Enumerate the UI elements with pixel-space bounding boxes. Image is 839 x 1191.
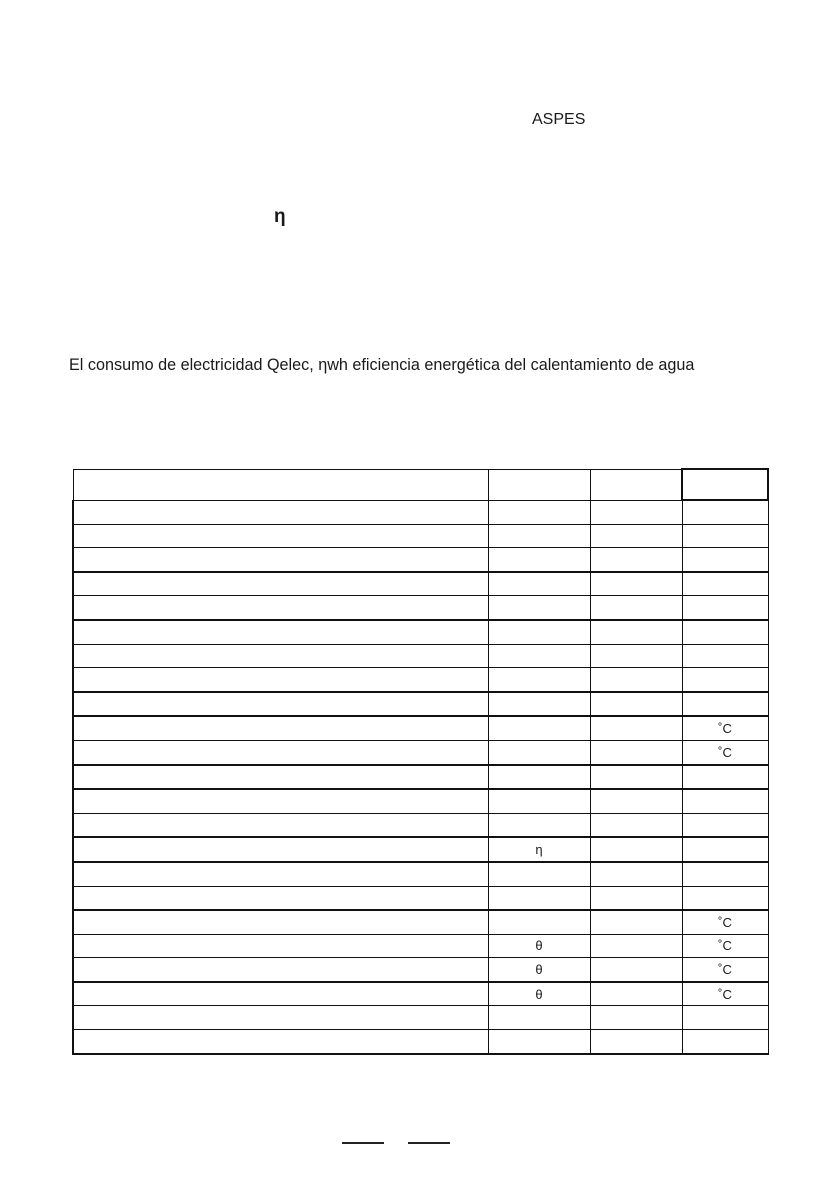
brand-name: ASPES bbox=[532, 111, 586, 128]
table-cell bbox=[488, 668, 590, 692]
table-cell bbox=[73, 982, 488, 1006]
table-cell bbox=[682, 572, 768, 596]
table-cell bbox=[590, 982, 682, 1006]
table-cell bbox=[590, 668, 682, 692]
table-cell bbox=[73, 813, 488, 837]
table-cell bbox=[682, 596, 768, 620]
table-cell bbox=[590, 596, 682, 620]
table-cell bbox=[488, 886, 590, 910]
table-row bbox=[73, 572, 768, 596]
table-cell bbox=[73, 548, 488, 572]
table-cell bbox=[488, 740, 590, 764]
header-cell bbox=[488, 469, 590, 500]
table-cell: ˚C bbox=[682, 716, 768, 740]
table-cell bbox=[682, 837, 768, 862]
table-cell: η bbox=[488, 837, 590, 862]
table-cell bbox=[73, 886, 488, 910]
table-cell bbox=[682, 524, 768, 548]
table-row bbox=[73, 862, 768, 886]
table-cell bbox=[488, 620, 590, 644]
table-row bbox=[73, 668, 768, 692]
table-cell bbox=[73, 862, 488, 886]
table-cell bbox=[682, 789, 768, 813]
table-cell bbox=[590, 740, 682, 764]
table-row bbox=[73, 644, 768, 668]
table-cell: ˚C bbox=[682, 910, 768, 934]
table-cell bbox=[682, 668, 768, 692]
table-cell bbox=[590, 548, 682, 572]
table-cell bbox=[590, 1006, 682, 1030]
page-number-line-left bbox=[342, 1142, 384, 1144]
table-cell: ˚C bbox=[682, 958, 768, 982]
table-row bbox=[73, 524, 768, 548]
table-cell bbox=[682, 765, 768, 790]
table-cell bbox=[73, 1030, 488, 1054]
table-cell bbox=[488, 692, 590, 717]
table-cell bbox=[682, 620, 768, 644]
table-cell bbox=[682, 813, 768, 837]
table-cell bbox=[682, 862, 768, 886]
table-cell bbox=[73, 716, 488, 740]
table-cell: ˚C bbox=[682, 982, 768, 1006]
table-cell bbox=[488, 1006, 590, 1030]
table-cell: ˚C bbox=[682, 740, 768, 764]
table-row bbox=[73, 886, 768, 910]
table-cell bbox=[590, 692, 682, 717]
table-cell bbox=[73, 789, 488, 813]
table-cell bbox=[73, 958, 488, 982]
header-cell bbox=[682, 469, 768, 500]
table-row bbox=[73, 1030, 768, 1054]
table-cell bbox=[488, 524, 590, 548]
table-row bbox=[73, 548, 768, 572]
table-cell bbox=[488, 644, 590, 668]
table-cell bbox=[682, 886, 768, 910]
table-row bbox=[73, 1006, 768, 1030]
table-cell bbox=[73, 644, 488, 668]
table-row bbox=[73, 500, 768, 524]
table-cell bbox=[590, 716, 682, 740]
table-cell: θ bbox=[488, 958, 590, 982]
spec-table-body bbox=[73, 469, 768, 1054]
table-cell bbox=[682, 548, 768, 572]
table-cell bbox=[73, 765, 488, 790]
table-cell bbox=[488, 862, 590, 886]
table-cell bbox=[488, 765, 590, 790]
table-cell bbox=[73, 500, 488, 524]
table-cell bbox=[590, 813, 682, 837]
table-cell bbox=[73, 740, 488, 764]
table-cell bbox=[73, 620, 488, 644]
table-cell bbox=[73, 934, 488, 958]
table-cell bbox=[73, 692, 488, 717]
table-cell: θ bbox=[488, 982, 590, 1006]
table-cell bbox=[590, 572, 682, 596]
table-cell: θ bbox=[488, 934, 590, 958]
table-row bbox=[73, 982, 768, 1006]
table-row bbox=[73, 620, 768, 644]
table-cell bbox=[682, 1030, 768, 1054]
intro-text: El consumo de electricidad Qelec, ηwh eficiencia energética del calentamiento de agua bbox=[69, 356, 695, 374]
eta-symbol: η bbox=[274, 206, 286, 227]
table-cell bbox=[488, 813, 590, 837]
table-cell bbox=[488, 572, 590, 596]
table-cell bbox=[73, 1006, 488, 1030]
header-cell bbox=[590, 469, 682, 500]
table-row bbox=[73, 837, 768, 862]
table-cell bbox=[682, 500, 768, 524]
table-row bbox=[73, 813, 768, 837]
table-cell bbox=[73, 572, 488, 596]
table-row bbox=[73, 692, 768, 717]
table-header-row bbox=[73, 469, 768, 500]
table-cell bbox=[488, 1030, 590, 1054]
table-cell bbox=[682, 692, 768, 717]
table-cell bbox=[73, 524, 488, 548]
table-cell bbox=[488, 910, 590, 934]
table-cell bbox=[590, 934, 682, 958]
table-cell bbox=[73, 837, 488, 862]
page-number-line-right bbox=[408, 1142, 450, 1144]
table-cell bbox=[590, 837, 682, 862]
table-cell bbox=[590, 1030, 682, 1054]
table-cell bbox=[488, 548, 590, 572]
table-cell bbox=[488, 500, 590, 524]
table-cell bbox=[488, 716, 590, 740]
table-row bbox=[73, 596, 768, 620]
table-row bbox=[73, 934, 768, 958]
table-cell bbox=[590, 789, 682, 813]
table-cell bbox=[590, 524, 682, 548]
table-cell bbox=[590, 958, 682, 982]
table-cell bbox=[488, 789, 590, 813]
table-row bbox=[73, 740, 768, 764]
table-cell bbox=[590, 500, 682, 524]
table-cell bbox=[682, 644, 768, 668]
table-cell bbox=[73, 910, 488, 934]
table-row bbox=[73, 716, 768, 740]
table-row bbox=[73, 910, 768, 934]
table-cell bbox=[590, 862, 682, 886]
spec-table bbox=[72, 468, 769, 1055]
table-cell bbox=[73, 596, 488, 620]
table-cell bbox=[590, 886, 682, 910]
table-cell bbox=[590, 765, 682, 790]
table-cell bbox=[488, 596, 590, 620]
table-cell: ˚C bbox=[682, 934, 768, 958]
header-cell bbox=[73, 469, 488, 500]
table-row bbox=[73, 958, 768, 982]
table-cell bbox=[682, 1006, 768, 1030]
table-cell bbox=[590, 910, 682, 934]
table-row bbox=[73, 765, 768, 790]
table-cell bbox=[590, 644, 682, 668]
table-row bbox=[73, 789, 768, 813]
table-cell bbox=[590, 620, 682, 644]
table-cell bbox=[73, 668, 488, 692]
